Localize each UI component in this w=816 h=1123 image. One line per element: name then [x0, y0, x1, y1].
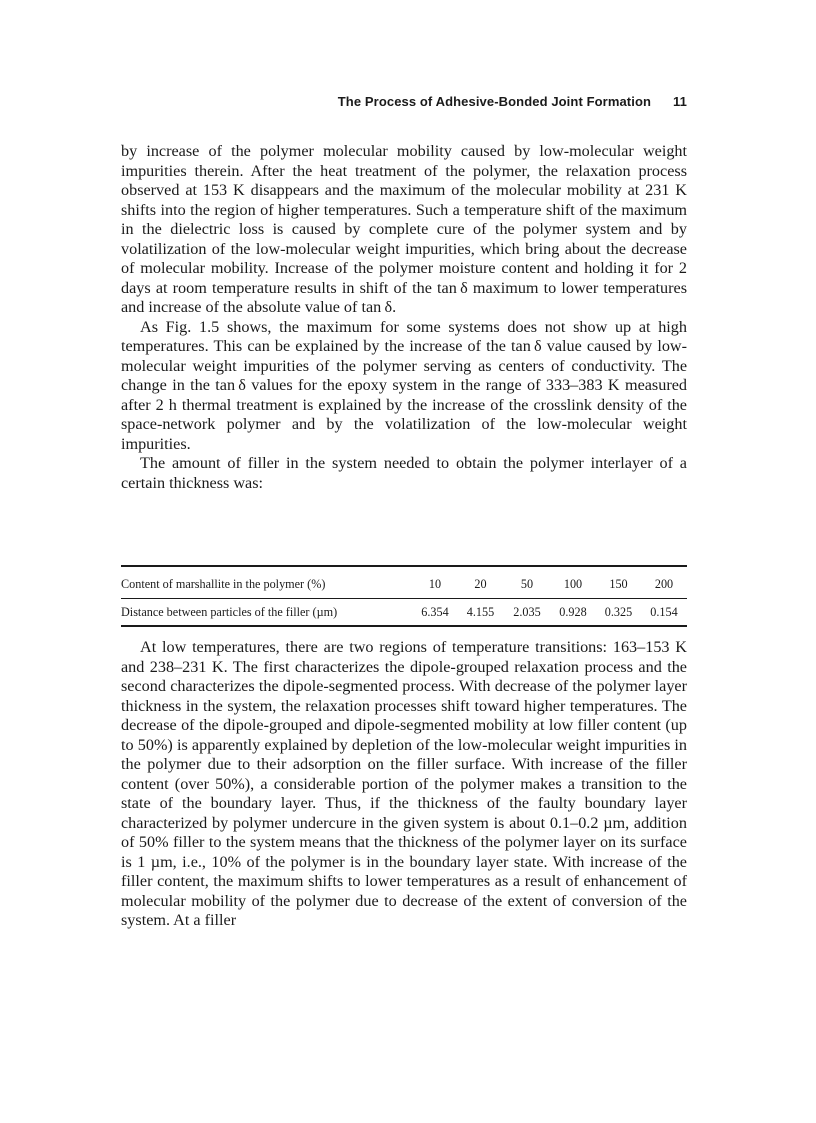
table-cell: 10 [428, 576, 442, 591]
table-row-label: Distance between particles of the filler (µm) [121, 599, 413, 627]
table-cell: 50 [520, 576, 534, 591]
paragraph-4: At low temperatures, there are two regions of temperature transitions: 163–153 K and 238–231 K. The first characterizes the dipole-grouped relaxation process and the second characterizes the dipole-segmented process. With decrease of the polymer layer thickness in the system, the relaxation processes shift toward higher temperatures. The decrease of the dipole-grouped and dipole-segmented mobility at low filler content (up to 50%) is apparently explained by depletion of the low-molecular weight impurities in the polymer due to their adsorption on the filler surface. With increase of the filler content (over 50%), a considerable portion of the polymer makes a transition to the state of the boundary layer. Thus, if the thickness of the faulty boundary layer characterized by polymer undercure in the given system is about 0.1–0.2 µm, addition of 50% filler to the system means that the thickness of the polymer layer on its surface is 1 µm, i.e., 10% of the polymer is in the boundary layer state. With increase of the filler content, the maximum shifts to lower temperatures as a result of enhancement of molecular mobility of the polymer due to decrease of the extent of conversion of the system. At a filler [121, 638, 687, 929]
table-cell: 4.155 [457, 599, 504, 627]
table-cell: 0.928 [550, 599, 596, 627]
paragraph-1: by increase of the polymer molecular mobility caused by low-molecular weight impurities therein. After the heat treatment of the polymer, the relaxation process observed at 153 K disappears and the maximum of the molecular mobility at 231 K shifts into the region of higher temperatures. Such a temperature shift of the maximum in the dielectric loss is caused by complete cure of the polymer system and by volatilization of the low-molecular weight impurities, which bring about the decrease of molecular mobility. Increase of the polymer moisture content and holding it for 2 days at room temperature results in shift of the tan δ maximum to lower temperatures and increase of the absolute value of tan δ. [121, 142, 687, 316]
filler-table [121, 565, 687, 627]
table-cell: 0.325 [596, 599, 641, 627]
table-cell: 200 [654, 576, 674, 591]
table-row-label: Content of marshallite in the polymer (%) [121, 576, 326, 591]
table-cell: 100 [563, 576, 583, 591]
tail-text [121, 638, 687, 931]
table-row [121, 599, 687, 627]
table-cell: 6.354 [413, 599, 457, 627]
running-header [121, 94, 687, 109]
paragraph-2: As Fig. 1.5 shows, the maximum for some systems does not show up at high temperatures. This can be explained by the increase of the tan δ value caused by low-molecular weight impurities of the polymer serving as centers of conductivity. The change in the tan δ values for the epoxy system in the range of 333–383 K measured after 2 h thermal treatment is explained by the increase of the crosslink density of the space-network polymer and by the volatilization of the low-molecular weight impurities. [121, 317, 687, 453]
page-number: 11 [673, 94, 687, 109]
table-cell: 2.035 [504, 599, 550, 627]
table-cell: 0.154 [641, 599, 687, 627]
table-cell: 20 [474, 576, 487, 591]
table-row [121, 566, 687, 599]
table-cell: 150 [609, 576, 628, 591]
paragraph-3: The amount of filler in the system needed to obtain the polymer interlayer of a certain thickness was: [121, 454, 687, 492]
body-text [121, 142, 687, 493]
running-title: The Process of Adhesive-Bonded Joint Formation [337, 94, 652, 109]
